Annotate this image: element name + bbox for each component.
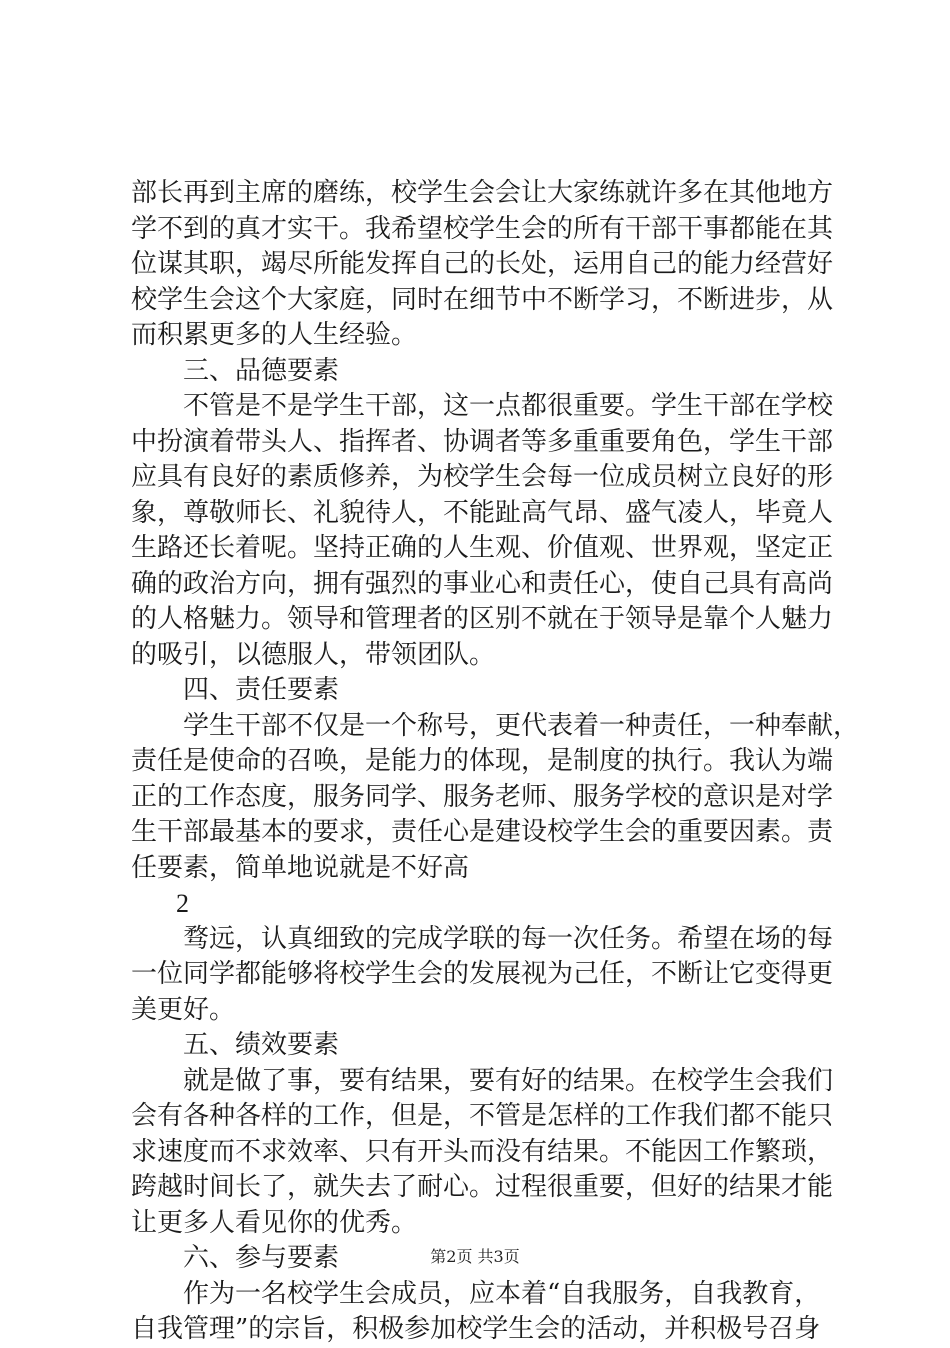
- text-line: 学不到的真才实干。我希望校学生会的所有干部干事都能在其: [131, 213, 834, 244]
- text-line: 六、参与要素: [183, 1243, 340, 1273]
- text-line: 五、绩效要素: [183, 1030, 340, 1060]
- text-line: 的人格魅力。领导和管理者的区别不就在于领导是靠个人魅力: [131, 604, 834, 634]
- text-line: 确的政治方向，拥有强烈的事业心和责任心，使自己具有高尚: [131, 568, 834, 599]
- text-line: 四、责任要素: [183, 675, 340, 705]
- text-line: 跨越时间长了，就失去了耐心。过程很重要，但好的结果才能: [131, 1172, 834, 1202]
- text-line: 不管是不是学生干部，这一点都很重要。学生干部在学校: [183, 391, 834, 421]
- text-line: 责任是使命的召唤，是能力的体现，是制度的执行。我认为端: [131, 746, 834, 776]
- text-line: 骛远，认真细致的完成学联的每一次任务。希望在场的每: [183, 923, 834, 954]
- text-line: 生路还长着呢。坚持正确的人生观、价值观、世界观，坚定正: [131, 533, 834, 563]
- text-line: 学生干部不仅是一个称号，更代表着一种责任，一种奉献，: [183, 710, 860, 741]
- text-line: 让更多人看见你的优秀。: [131, 1207, 418, 1238]
- text-line: 的吸引，以德服人，带领团队。: [131, 639, 496, 670]
- text-line: 而积累更多的人生经验。: [131, 320, 418, 350]
- text-line: 三、品德要素: [183, 355, 340, 386]
- text-line: 生干部最基本的要求，责任心是建设校学生会的重要因素。责: [131, 817, 834, 847]
- text-line: 自我管理”的宗旨，积极参加校学生会的活动，并积极号召身: [131, 1314, 821, 1344]
- text-line: 就是做了事，要有结果，要有好的结果。在校学生会我们: [183, 1065, 834, 1096]
- text-line: 正的工作态度，服务同学、服务老师、服务学校的意识是对学: [131, 781, 834, 812]
- text-line: 部长再到主席的磨练，校学生会会让大家练就许多在其他地方: [131, 178, 834, 208]
- document-body: [131, 176, 860, 1348]
- text-line: 任要素，简单地说就是不好高: [131, 852, 470, 883]
- text-line: 应具有良好的素质修养，为校学生会每一位成员树立良好的形: [131, 462, 834, 492]
- text-line: 一位同学都能够将校学生会的发展视为己任，不断让它变得更: [131, 959, 834, 989]
- text-line: 校学生会这个大家庭，同时在细节中不断学习，不断进步，从: [131, 284, 834, 315]
- text-line: 位谋其职，竭尽所能发挥自己的长处，运用自己的能力经营好: [131, 249, 834, 279]
- text-line: 作为一名校学生会成员，应本着“自我服务，自我教育，: [183, 1278, 821, 1309]
- text-line: 中扮演着带头人、指挥者、协调者等多重重要角色，学生干部: [131, 426, 834, 457]
- text-line: 会有各种各样的工作，但是，不管是怎样的工作我们都不能只: [131, 1101, 834, 1131]
- text-line: 象，尊敬师长、礼貌待人，不能趾高气昂、盛气凌人，毕竟人: [131, 497, 834, 528]
- text-line: 美更好。: [131, 994, 236, 1025]
- text-line: 求速度而不求效率、只有开头而没有结果。不能因工作繁琐，: [131, 1136, 834, 1167]
- inline-page-number: 2: [176, 889, 189, 918]
- page-footer: 第2页 共3页: [430, 1247, 520, 1266]
